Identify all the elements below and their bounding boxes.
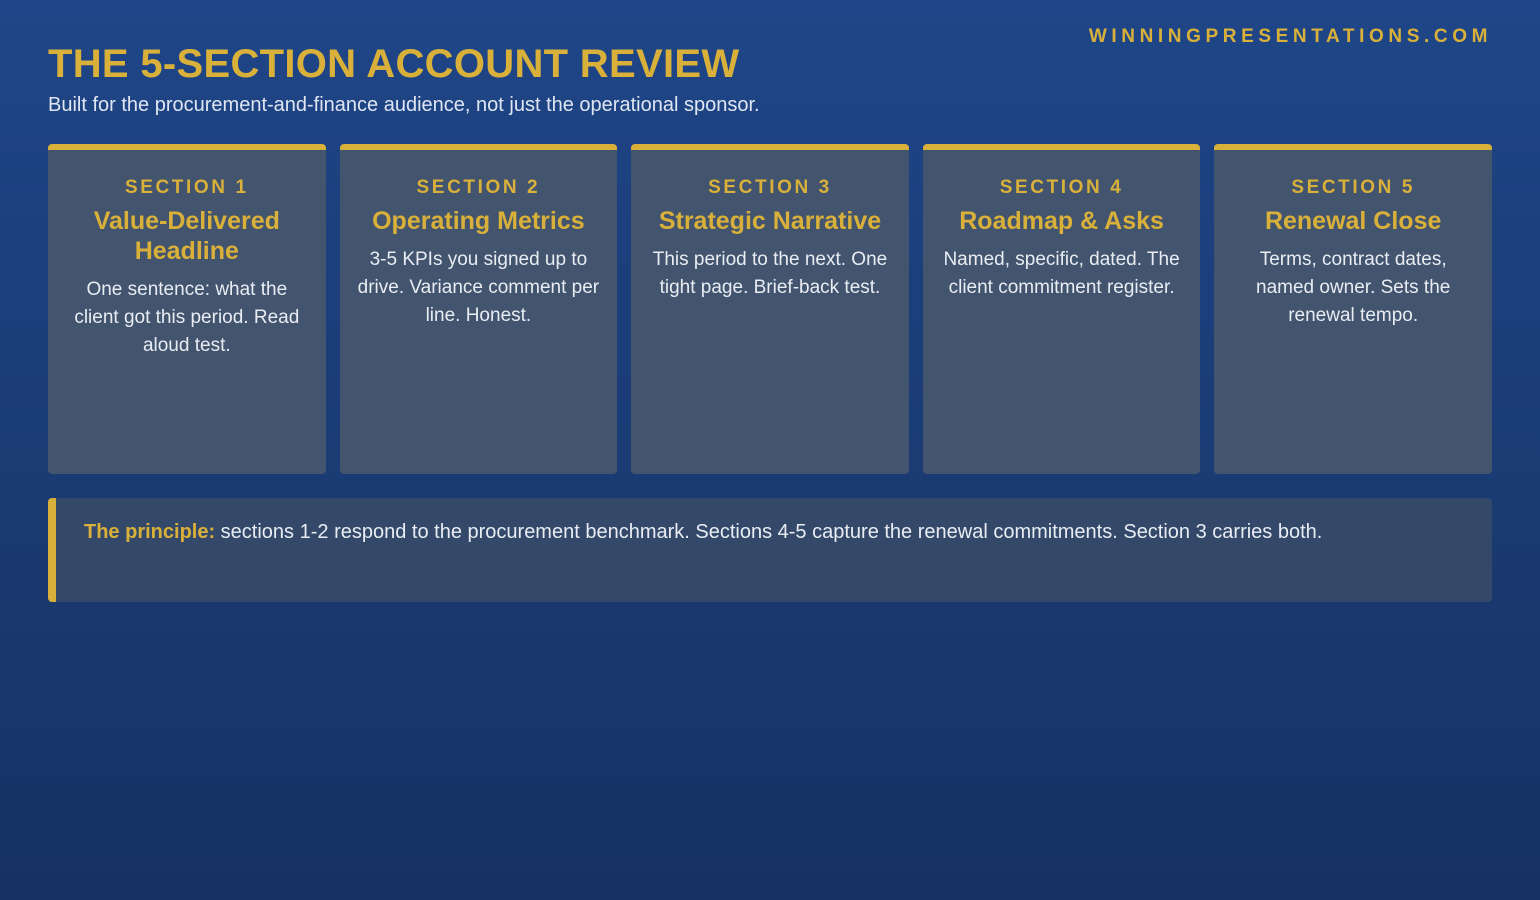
section-kicker: SECTION 3	[708, 177, 832, 198]
principle-text: sections 1-2 respond to the procurement benchmark. Sections 4-5 capture the renewal commitments. Section 3 carries both.	[215, 521, 1323, 543]
section-card-5	[1214, 144, 1492, 474]
section-heading: Value-Delivered Headline	[93, 207, 280, 265]
section-card-2	[340, 144, 618, 474]
section-cards	[48, 144, 1492, 474]
section-description: Terms, contract dates, named owner. Sets the renewal tempo.	[1256, 249, 1451, 326]
section-card-4	[923, 144, 1201, 474]
section-heading: Operating Metrics	[372, 207, 585, 235]
section-kicker: SECTION 4	[999, 177, 1124, 198]
principle-callout	[48, 498, 1492, 602]
section-heading: Renewal Close	[1264, 207, 1442, 235]
page-title: THE 5-SECTION ACCOUNT REVIEW	[48, 42, 740, 86]
section-heading: Strategic Narrative	[658, 207, 882, 235]
principle-label: The principle:	[84, 521, 216, 543]
section-card-1	[48, 144, 326, 474]
section-kicker: SECTION 2	[416, 177, 541, 198]
brand-label: WINNINGPRESENTATIONS.COM	[1088, 26, 1492, 47]
section-kicker: SECTION 1	[124, 177, 249, 198]
page-subtitle: Built for the procurement-and-finance audience, not just the operational sponsor.	[48, 94, 760, 116]
section-kicker: SECTION 5	[1291, 177, 1416, 198]
section-description: Named, specific, dated. The client commitment register.	[943, 249, 1180, 298]
section-description: 3-5 KPIs you signed up to drive. Variance comment per line. Honest.	[357, 249, 600, 326]
section-heading: Roadmap & Asks	[959, 207, 1164, 235]
section-card-3	[631, 144, 909, 474]
section-description: This period to the next. One tight page. Brief-back test.	[652, 249, 888, 298]
section-description: One sentence: what the client got this period. Read aloud test.	[74, 279, 300, 356]
